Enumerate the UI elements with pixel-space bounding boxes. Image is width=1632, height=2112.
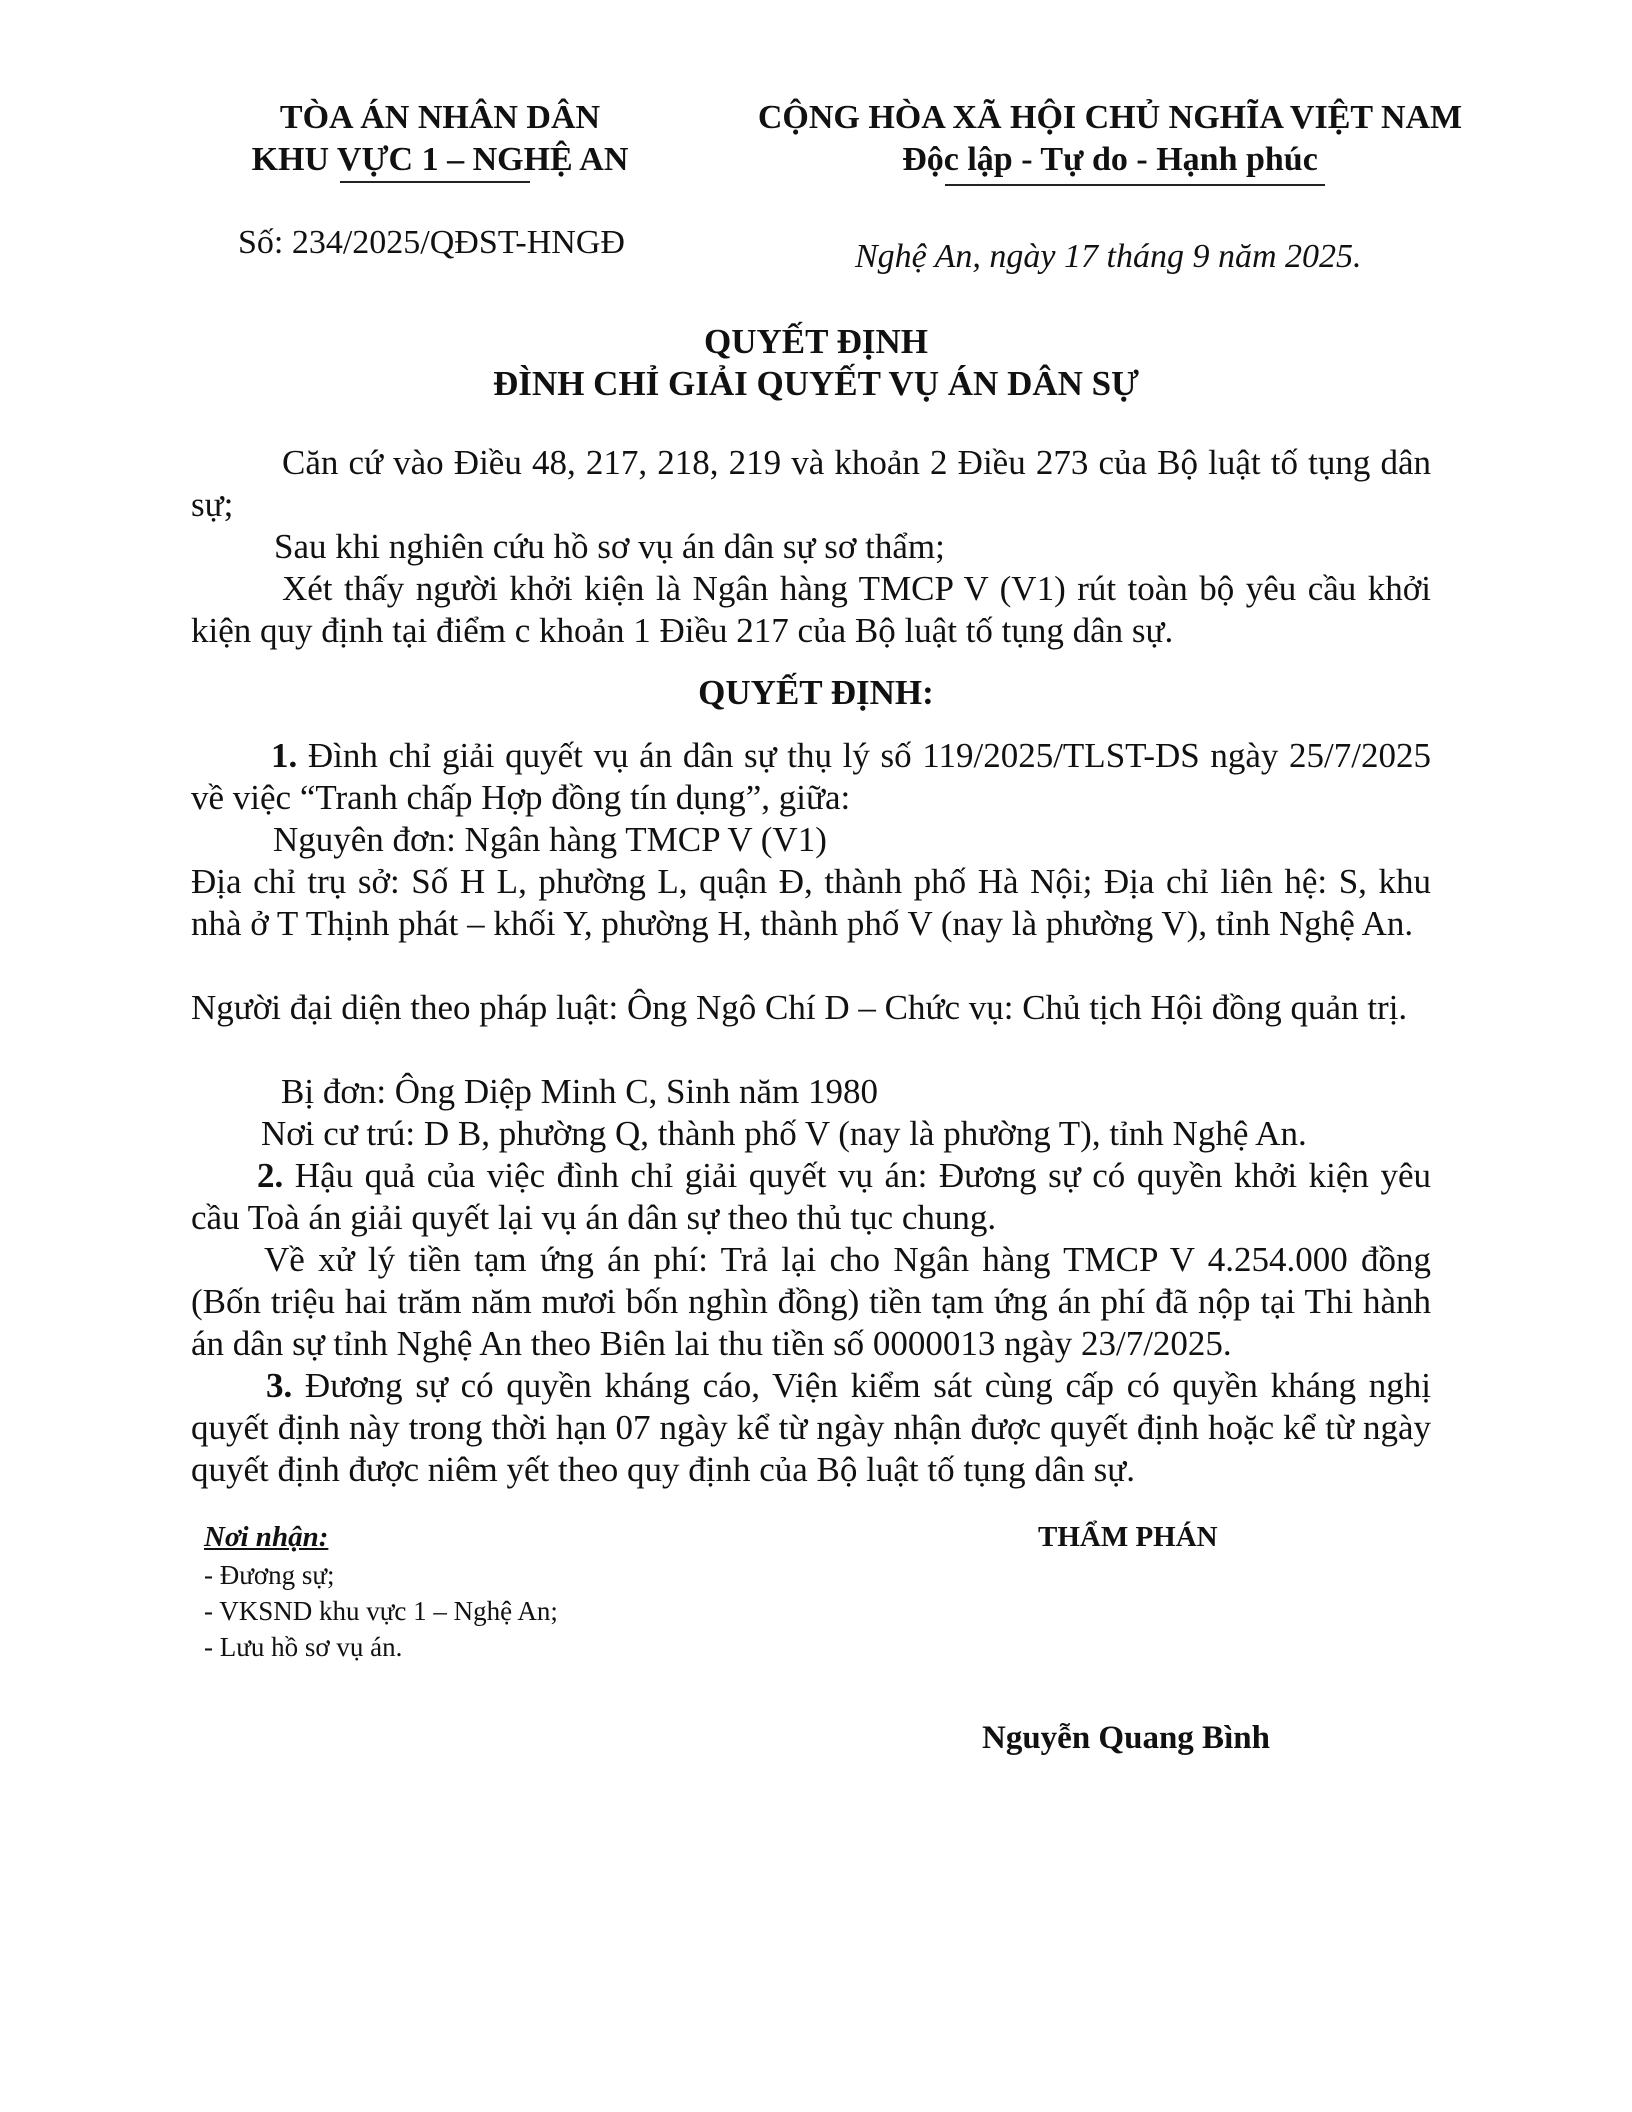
defendant-line: Bị đơn: Ông Diệp Minh C, Sinh năm 1980 — [281, 1072, 878, 1111]
recipient-item: - Đương sự; — [204, 1560, 335, 1590]
nation-name: CỘNG HÒA XÃ HỘI CHỦ NGHĨA VIỆT NAM — [757, 99, 1463, 136]
item-3-text: Đương sự có quyền kháng cáo, Viện kiểm sát cùng cấp có quyền kháng nghị quyết định này trong thời hạn 07 ngày kể từ ngày nhận được quyết định hoặc kể từ ngày quyết định được niêm yết theo quy định của Bộ luật tố tụng dân sự. — [191, 1366, 1432, 1489]
decision-heading: QUYẾT ĐỊNH: — [698, 673, 934, 712]
recipient-item: - Lưu hồ sơ vụ án. — [204, 1632, 403, 1662]
national-motto — [735, 97, 1485, 181]
item-2-text: Hậu quả của việc đình chỉ giải quyết vụ án: Đương sự có quyền khởi kiện yêu cầu Toà án giải quyết lại vụ án dân sự theo thủ tục chung. — [191, 1156, 1432, 1237]
document-number: Số: 234/2025/QĐST-HNGĐ — [238, 224, 625, 261]
item-2-number: 2. — [257, 1156, 284, 1195]
motto-underline — [945, 184, 1325, 186]
court-underline — [340, 181, 530, 183]
item-3-number: 3. — [266, 1366, 293, 1405]
recipient-item: - VKSND khu vực 1 – Nghệ An; — [204, 1596, 558, 1626]
document-title: QUYẾT ĐỊNH — [704, 322, 928, 361]
judge-title: THẨM PHÁN — [1038, 1521, 1218, 1553]
plaintiff-line: Nguyên đơn: Ngân hàng TMCP V (V1) — [273, 820, 827, 859]
motto: Độc lập - Tự do - Hạnh phúc — [902, 141, 1318, 178]
item-1-paragraph — [191, 735, 1431, 819]
defendant-residence: Nơi cư trú: D B, phường Q, thành phố V (nay là phường T), tỉnh Nghệ An. — [261, 1114, 1307, 1153]
court-name-line1: TÒA ÁN NHÂN DÂN — [279, 99, 601, 136]
judge-name: Nguyễn Quang Bình — [982, 1720, 1270, 1756]
fee-refund-paragraph: Về xử lý tiền tạm ứng án phí: Trả lại cho Ngân hàng TMCP V 4.254.000 đồng (Bốn triệu hai trăm năm mươi bốn nghìn đồng) tiền tạm ứng án phí đã nộp tại Thi hành án dân sự tỉnh Nghệ An theo Biên lai thu tiền số 0000013 ngày 23/7/2025. — [191, 1240, 1431, 1363]
legal-basis-paragraph: Căn cứ vào Điều 48, 217, 218, 219 và khoản 2 Điều 273 của Bộ luật tố tụng dân sự; — [191, 443, 1431, 524]
legal-representative: Người đại diện theo pháp luật: Ông Ngô Chí D – Chức vụ: Chủ tịch Hội đồng quản trị. — [191, 988, 1408, 1027]
item-3-paragraph — [191, 1365, 1431, 1491]
item-1-text: Đình chỉ giải quyết vụ án dân sự thụ lý số 119/2025/TLST-DS ngày 25/7/2025 về việc “Tranh chấp Hợp đồng tín dụng”, giữa: — [191, 736, 1431, 817]
item-2-paragraph — [191, 1155, 1431, 1239]
consideration-paragraph: Xét thấy người khởi kiện là Ngân hàng TMCP V (V1) rút toàn bộ yêu cầu khởi kiện quy định tại điểm c khoản 1 Điều 217 của Bộ luật tố tụng dân sự. — [191, 569, 1431, 650]
place-and-date: Nghệ An, ngày 17 tháng 9 năm 2025. — [855, 238, 1362, 275]
court-name — [215, 97, 665, 181]
court-name-line2: KHU VỰC 1 – NGHỆ AN — [251, 141, 629, 178]
document-subtitle: ĐÌNH CHỈ GIẢI QUYẾT VỤ ÁN DÂN SỰ — [493, 364, 1139, 403]
item-1-number: 1. — [271, 736, 298, 775]
plaintiff-address: Địa chỉ trụ sở: Số H L, phường L, quận Đ, thành phố Hà Nội; Địa chỉ liên hệ: S, khu nhà ở T Thịnh phát – khối Y, phường H, thành phố V (nay là phường V), tỉnh Nghệ An. — [191, 862, 1431, 943]
recipients-title: Nơi nhận: — [204, 1521, 329, 1553]
review-paragraph: Sau khi nghiên cứu hồ sơ vụ án dân sự sơ thẩm; — [274, 527, 945, 566]
